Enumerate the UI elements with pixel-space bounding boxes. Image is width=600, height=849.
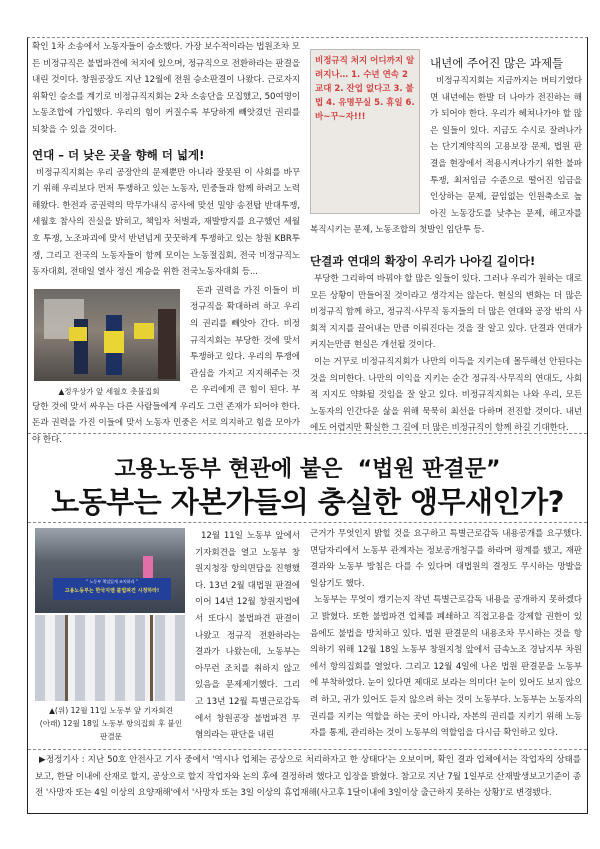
press-conference-photo: [35, 528, 185, 613]
tasks-title: 내년에 주어진 많은 과제들: [430, 56, 564, 70]
right-paragraph-1: 비정규직지회는 지금까지는 버티기였다면 내년에는 한발 더 나아가 전진하는 해가 되어야 한다. 우리가 헤쳐나가야 할 많은 일들이 있다. 지금도 수시로 잘려나가는 단기계약직의 고용보장 문제, 법원 판결을 현장에서 적용시켜나가기 위한 불파투쟁, 최저임금 수준으로 떨어진 임금을 인상하는 문제, 끝임없는 인원축소로 높아진 노동강도를 낮추는 문제, 해고자를 복직시키는 문제, 노동조합의 첫발인 임단투 등.: [310, 76, 582, 236]
bottom-left-column: [35, 528, 300, 744]
section-divider: [28, 749, 587, 750]
bottom-right-column: [310, 526, 582, 742]
handwritten-poster-photo: [310, 49, 420, 214]
section-divider: [28, 522, 587, 523]
right-paragraph-2: 부당한 그리하여 바꿔야 할 많은 일들이 있다. 그러나 우리가 원하는 대로 모든 상황이 만들어질 것이라고 생각지는 않는다. 현실의 변화는 더 많은 비정규직 함께 하고, 정규직·사무직 동지들의 더 많은 연대와 공장 밖의 사회적 지지를 끌어내는 만큼 이뤄진다는 것을 잘 알고 있다. 단결과 연대가 커지는만큼 현실은 개선될 것이다.: [310, 273, 582, 351]
left-paragraph-1: 확인 1차 소송에서 노동자들이 승소했다. 가장 보수적이라는 법원조차 모든 비정규직은 불법파견에 처지에 있으며, 정규직으로 전환하라는 판결을 내린 것이다. 창원공장도 지난 12월에 전원 승소판결이 나왔다. 근로자지위확인 승소를 계기로 비정규직지회는 2차 소송단을 모집했고, 50여명이 노동조합에 가입했다. 우리의 힘이 커질수록 부당하게 빼앗겼던 권리를 되찾을 수 있을 것이다.: [32, 42, 300, 135]
left-paragraph-3: 돈과 권력을 가진 이들이 비정규직을 확대하려 하고 우리의 권리를 빼앗아 간다. 비정규직지회는 부당한 것에 맞서 투쟁하고 있다. 우리의 투쟁에 관심을 가지고 지지해주는 것은 우리에게 큰 힘이 된다. 부당한 것에 맞서 싸우는 다른 사람들에게 우리도 그런 존재가 되어야 한다. 돈과 권력을 가진 이들에 맞서 노동자 민중은 서로 의지하고 힘을 모아가야 한다.: [32, 285, 300, 446]
banner-sub-text: “ 노동부 책임있게 조치하라 ”: [86, 579, 138, 584]
section-divider: [28, 433, 587, 434]
banner-text: 고용노동부는 한국지엠 불법파견 시정하라!: [64, 588, 160, 594]
newsletter-page: [27, 37, 588, 814]
headline-line-1: 고용노동부 현관에 붙은 “법원 판결문”: [114, 457, 501, 482]
candlelight-rally-photo: [34, 289, 180, 381]
candlelight-photo-block: [34, 289, 184, 398]
correction-notice: ▶정정기사 : 지난 50호 안전사고 기사 중에서 '역시나 업체는 공상으로 처리하자고 한 상태다'는 오보이며, 확인 결과 업체에서는 작업자의 상태를 보고, 한달 이내에 산재로 할지, 공상으로 할지 작업자와 논의 후에 결정하려 했다고 입장을 밝혔다. 참고로 지난 7월 1일부로 산재발생보고기준이 종전 '사망자 또는 4일 이상의 요양재해'에서 '사망자 또는 3일 이상의 휴업재해(사고후 1달이내에 3일이상 출근하지 못하는 상황)'로 변경됐다.: [35, 755, 581, 799]
bottom-left-paragraph: 12월 11일 노동부 앞에서 기자회견을 열고 노동부 창원지청장 항의면담을 진행했다. 13년 2월 대법원 판결에 이어 14년 12월 창원지법에서 또다시 불법파견 판결이 나왔고 정규직 전환하라는 결과가 나왔는데, 노동부는 아무런 조치를 취하지 않고 있음을 문제제기했다. 그리고 13년 12월 특별근로감독에서 창원공장 불법파견 무혐의라는 판단을 내린: [195, 531, 300, 741]
left-top-column: [32, 39, 300, 449]
left-paragraph-2: 비정규직지회는 우리 공장안의 문제뿐만 아니라 잘못된 이 사회를 바꾸기 위해 우리보다 먼저 투쟁하고 있는 노동자, 민중들과 함께 하려고 노력해왔다. 한전과 공권력의 막무가내식 공사에 맞선 밀양 송전탑 반대투쟁, 세월호 참사의 진실을 밝히고, 책임자 처벌과, 재발방지를 요구했던 세월호 투쟁, 노조파괴에 맞서 반년넘게 꿋꿋하게 투쟁하고 있는 창원 KBR투쟁, 그리고 전국의 노동자들이 함께 모이는 노동절집회, 전국 비정규직노동자대회, 전태일 열사 정신 계승을 위한 전국노동자대회 등...: [32, 167, 300, 278]
headline-line-2: 노동부는 자본가들의 충실한 앵무새인가?: [51, 485, 564, 519]
bottom-right-paragraph-2: 노동부는 무엇이 캥기는지 작년 특별근로감독 내용을 공개하지 못하겠다고 밝혔다. 또한 불법파견 업체를 폐쇄하고 직접고용을 강제할 권한이 있음에도 불법을 방치하고 있다. 법원 판결문의 내용조차 무시하는 것을 항의하기 위해 12월 18일 노동부 창원지청 앞에서 금속노조 경남지부 차원에서 항의집회를 열었다. 그리고 12월 4일에 나온 법원 판결문을 노동부에 부착하였다. 눈이 있다면 제대로 보라는 의미다! 눈이 있어도 보지 않으려 하고, 귀가 있어도 듣지 않으려 하는 것이 노동부다. 노동부는 노동자의 권리를 지키는 역할을 하는 곳이 아니라, 자본의 권리를 지키기 위해 노동자를 통제, 관리하는 것이 노동부의 역할임을 다시금 확인하고 있다.: [310, 595, 582, 739]
right-paragraph-3: 이는 거꾸로 비정규직지회가 나만의 이득을 지키는데 몰두해선 안된다는 것을 의미한다. 나만의 이익을 지키는 순간 정규직·사무직의 연대도, 사회적 지지도 약화될 것임을 잘 알고 있다. 비정규직지회는 나와 우리, 모든 노동자의 인간다운 삶을 위해 묵묵히 최선을 다하며 전진할 것이다. 내년에도 어렵지만 확실한 그 길에 더 많은 비정규직이 함께 하길 기대한다.: [310, 356, 582, 434]
posted-verdict-photo: [35, 615, 185, 701]
solidarity-heading: 연대 – 더 낮은 곳을 향해 더 넓게!: [32, 147, 205, 162]
ministry-photo-caption-2: (아래) 12월 18일 노동부 항의집회 후 붙인 판결문: [39, 719, 183, 741]
ministry-photo-block: [35, 528, 187, 743]
ministry-photo-caption-1: ▲(위) 12월 11일 노동부 앞 기자회견: [49, 706, 173, 715]
poster-text: 비정규직 처지 어디까지 알려지나… 1. 수년 연속 2교대 2. 잔업 없다고 3. 불법 4. 유명무실 5. 휴일 6. 바~꾸~자!!!: [315, 56, 415, 122]
unity-heading: 단결과 연대의 확장이 우리가 나아길 길이다!: [310, 253, 536, 268]
candlelight-photo-caption: ▲정우상가 앞 세월호 촛불집회: [58, 386, 160, 396]
bottom-right-paragraph-1: 근거가 무엇인지 밝힐 것을 요구하고 특별근로감독 내용공개를 요구했다. 면담자리에서 노동부 관계자는 정보공개청구를 하라며 핑계를 됐고, 재판결과와 노동부 방침은 다를 수 있다며 대법원의 결정도 무시하는 망발을 일삼기도 했다.: [310, 529, 582, 589]
right-top-column: [310, 39, 582, 437]
